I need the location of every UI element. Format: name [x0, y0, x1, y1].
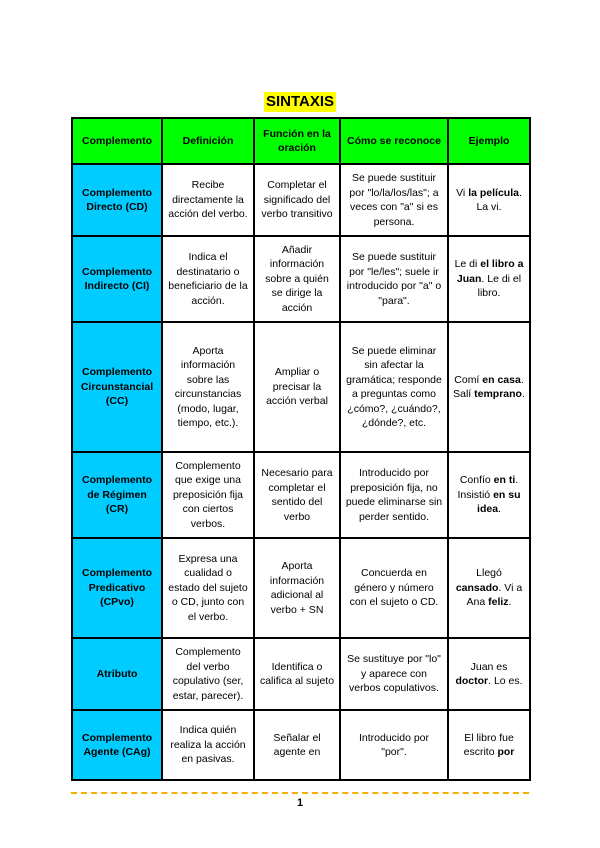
cell-ejemplo: [448, 164, 530, 236]
example-highlight: en ti: [493, 474, 516, 487]
header-definicion: Definición: [162, 118, 254, 164]
row-label: Complemento de Régimen (CR): [72, 452, 162, 538]
example-text: . Vi a Ana: [466, 581, 523, 609]
example-highlight: cansado: [455, 581, 499, 594]
example-text: Juan es: [470, 660, 508, 673]
cell-definicion: Indica quién realiza la acción en pasivas.: [162, 710, 254, 780]
example-text: . Insistió: [457, 474, 519, 501]
table-row: [72, 452, 530, 538]
example-text: . Le di el libro.: [477, 272, 522, 300]
page-number: 1: [296, 797, 304, 809]
row-label: Complemento Directo (CD): [72, 164, 162, 236]
cell-reconoce: Introducido por "por".: [340, 710, 448, 780]
example-text: .: [498, 503, 501, 516]
example-highlight: la película: [468, 186, 519, 199]
cell-definicion: Recibe directamente la acción del verbo.: [162, 164, 254, 236]
row-label: Complemento Indirecto (CI): [72, 236, 162, 322]
cell-definicion: Aporta información sobre las circunstancias (modo, lugar, tiempo, etc.).: [162, 322, 254, 452]
row-label: Atributo: [72, 638, 162, 710]
example-highlight: en casa: [482, 373, 521, 386]
cell-ejemplo: [448, 236, 530, 322]
cell-ejemplo: [448, 538, 530, 638]
cell-ejemplo: [448, 710, 530, 780]
example-text: Le di: [454, 258, 481, 271]
example-text: .: [508, 596, 512, 609]
table-row: [72, 164, 530, 236]
example-text: Comí: [454, 373, 483, 386]
cell-reconoce: Se sustituye por "lo" y aparece con verbos copulativos.: [340, 638, 448, 710]
example-text: . Salí: [453, 373, 524, 400]
example-text: Confío: [459, 474, 494, 487]
example-highlight: temprano: [474, 388, 522, 400]
header-funcion: Función en la oración: [254, 118, 340, 164]
cell-definicion: Complemento que exige una preposición fija con ciertos verbos.: [162, 452, 254, 538]
cell-ejemplo: [448, 452, 530, 538]
cell-funcion: Identifica o califica al sujeto: [254, 638, 340, 710]
cell-funcion: Completar el significado del verbo transitivo: [254, 164, 340, 236]
row-label: Complemento Agente (CAg): [72, 710, 162, 780]
cell-funcion: Añadir información sobre a quién se dirige la acción: [254, 236, 340, 322]
cell-reconoce: Introducido por preposición fija, no puede eliminarse sin perder sentido.: [340, 452, 448, 538]
page-title: SINTAXIS: [265, 93, 335, 110]
example-highlight: el libro a Juan: [456, 258, 524, 285]
example-text: Vi: [456, 186, 469, 199]
cell-definicion: Expresa una cualidad o estado del sujeto o CD, junto con el verbo.: [162, 538, 254, 638]
header-reconoce: Cómo se reconoce: [340, 118, 448, 164]
table-row: [72, 538, 530, 638]
table-row: [72, 322, 530, 452]
cell-funcion: Señalar el agente en: [254, 710, 340, 780]
example-highlight: por: [497, 746, 515, 758]
table-row: [72, 710, 530, 780]
cell-ejemplo: [448, 322, 530, 452]
row-label: Complemento Circunstancial (CC): [72, 322, 162, 452]
page-separator: [71, 792, 529, 794]
cell-reconoce: Concuerda en género y número con el sujeto o CD.: [340, 538, 448, 638]
cell-ejemplo: [448, 638, 530, 710]
header-ejemplo: Ejemplo: [448, 118, 530, 164]
table-row: [72, 638, 530, 710]
cell-reconoce: Se puede sustituir por "le/les"; suele ir introducido por "a" o "para".: [340, 236, 448, 322]
example-text: .: [521, 388, 525, 400]
example-highlight: feliz: [488, 596, 509, 609]
example-text: . La vi.: [476, 186, 522, 213]
example-text: . Lo es.: [488, 675, 523, 687]
cell-definicion: Indica el destinatario o beneficiario de la acción.: [162, 236, 254, 322]
cell-reconoce: Se puede eliminar sin afectar la gramática; responde a preguntas como ¿cómo?, ¿cuándo?, ¿dónde?, etc.: [340, 322, 448, 452]
table-row: [72, 236, 530, 322]
syntax-table: [71, 117, 531, 781]
cell-funcion: Ampliar o precisar la acción verbal: [254, 322, 340, 452]
header-complemento: Complemento: [72, 118, 162, 164]
cell-funcion: Aporta información adicional al verbo + SN: [254, 538, 340, 638]
example-highlight: doctor: [455, 675, 489, 687]
row-label: Complemento Predicativo (CPvo): [72, 538, 162, 638]
header-row: [72, 118, 530, 164]
example-highlight: en su idea: [477, 488, 521, 516]
cell-definicion: Complemento del verbo copulativo (ser, estar, parecer).: [162, 638, 254, 710]
example-text: El libro fue escrito: [463, 731, 514, 758]
cell-reconoce: Se puede sustituir por "lo/la/los/las"; a veces con "a" si es persona.: [340, 164, 448, 236]
cell-funcion: Necesario para completar el sentido del verbo: [254, 452, 340, 538]
example-text: Llegó: [476, 567, 502, 580]
